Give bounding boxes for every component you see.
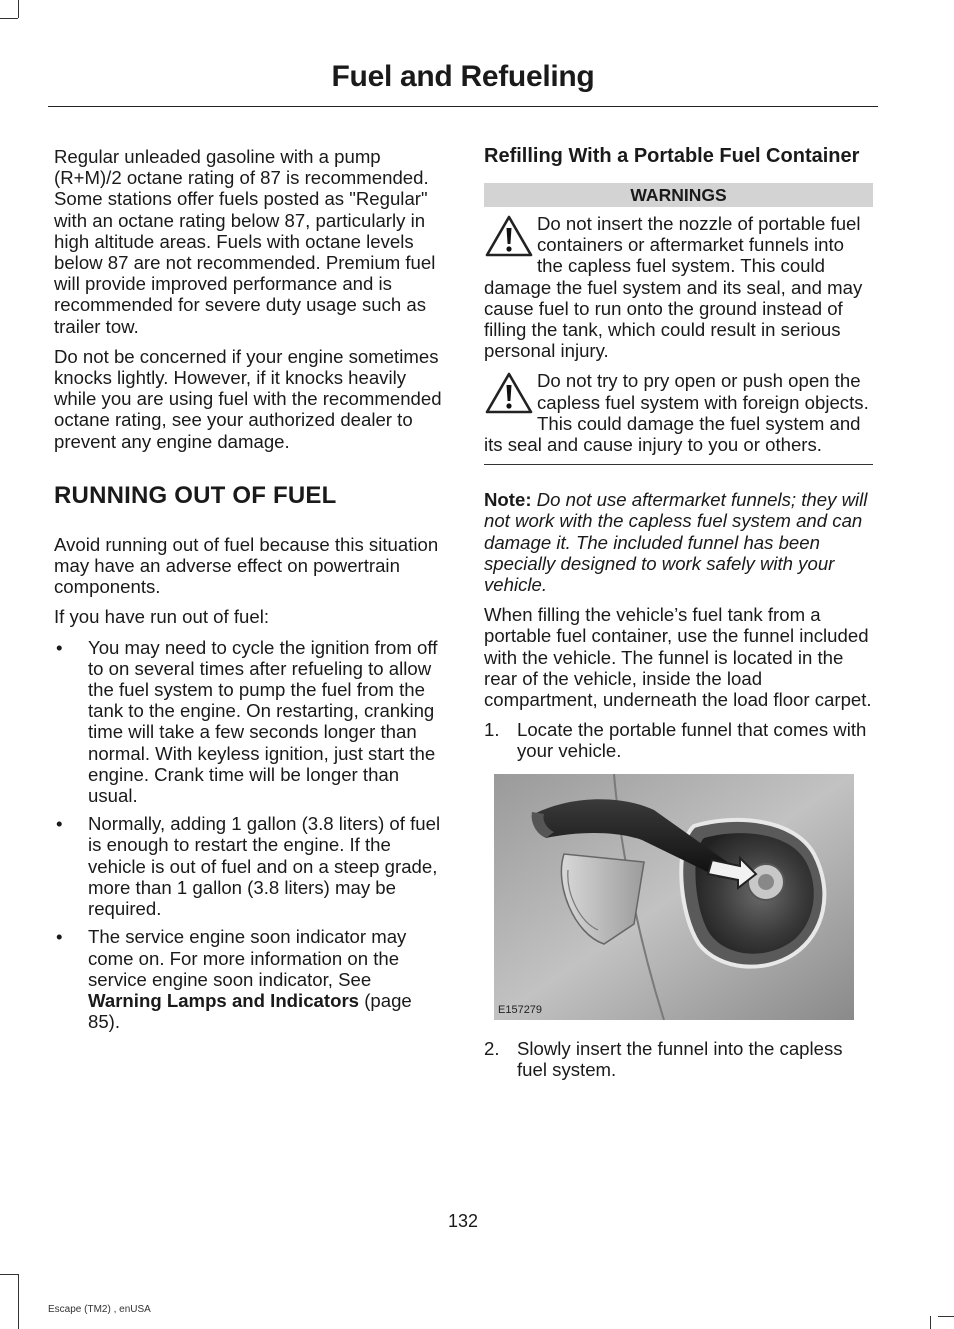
fuel-filler-image <box>494 774 854 1020</box>
page-number: 132 <box>447 1211 479 1231</box>
step-number: 1. <box>484 719 500 741</box>
list-item-text: The service engine soon indicator may come on. For more information on the service engine soon indicator, See <box>88 926 407 990</box>
list-item <box>54 926 444 1032</box>
crop-mark <box>0 1274 18 1275</box>
warnings-divider <box>484 464 873 465</box>
list-item-text: You may need to cycle the ignition from off to on several times after refueling to allow the fuel system to pump the fuel from the tank to the engine. On restarting, cranking time will take a few seconds longer than normal. With keyless ignition, just start the engine. Crank time will be longer than usual. <box>88 636 438 807</box>
warning-triangle-icon <box>484 371 534 415</box>
crop-mark <box>18 1274 19 1329</box>
warning-item <box>484 213 873 361</box>
warning-text: Do not insert the nozzle of portable fuel containers or aftermarket funnels into the capless fuel system. This could damage the fuel system and its seal, and may cause fuel to run onto the ground instead of filling the tank, which could result in serious personal injury. <box>484 213 863 362</box>
title-divider <box>48 106 878 107</box>
figure-code: E157279 <box>498 1003 543 1016</box>
warning-item <box>484 370 873 455</box>
steps-list <box>484 1038 873 1080</box>
list-item-text: Normally, adding 1 gallon (3.8 liters) of fuel is enough to restart the engine. If the vehicle is out of fuel and on a steep grade, more than 1 gallon (3.8 liters) may be required. <box>88 813 441 920</box>
steps-list <box>484 719 873 761</box>
funnel-illustration <box>494 774 854 1020</box>
list-item <box>484 719 873 761</box>
funnel-paragraph: When filling the vehicle’s fuel tank from a portable fuel container, use the funnel included with the vehicle. The funnel is located in the rear of the vehicle, inside the load compartment, underneath the load floor carpet. <box>484 604 872 711</box>
warning-triangle-icon <box>484 214 534 258</box>
section-heading-running-out: RUNNING OUT OF FUEL <box>54 481 337 509</box>
list-item <box>54 813 444 919</box>
run-out-lead: If you have run out of fuel: <box>54 606 269 628</box>
page-title: Fuel and Refueling <box>331 60 595 93</box>
note-paragraph <box>484 489 873 595</box>
run-out-list <box>54 637 444 1033</box>
left-column <box>54 146 444 1039</box>
crop-mark <box>0 18 18 19</box>
page-reference: (page 85). <box>88 989 412 1033</box>
crop-mark <box>930 1316 931 1329</box>
document-id: Escape (TM2) , enUSA <box>48 1304 151 1315</box>
section-heading-portable-container: Refilling With a Portable Fuel Container <box>484 145 860 167</box>
crop-mark <box>938 1316 954 1317</box>
right-column <box>484 146 873 1092</box>
bullet-glyph: • <box>56 813 63 835</box>
step-number: 2. <box>484 1037 500 1059</box>
octane-paragraph: Regular unleaded gasoline with a pump (R+M)/2 octane rating of 87 is recommended. Some stations offer fuels posted as "Regular" with an octane rating below 87, particularly in high altitude areas. Fuels with octane levels below 87 are not recommended. Premium fuel will provide improved performance and is recommended for severe duty usage such as trailer tow. <box>54 146 436 337</box>
step-text: Slowly insert the funnel into the capless fuel system. <box>517 1037 843 1080</box>
bullet-glyph: • <box>56 926 63 948</box>
list-item <box>54 637 444 807</box>
note-text: Do not use aftermarket funnels; they will not work with the capless fuel system and can damage it. The included funnel has been specially designed to work safely with your vehicle. <box>484 489 868 596</box>
crop-mark <box>18 0 19 18</box>
step-text: Locate the portable funnel that comes with your vehicle. <box>517 719 867 762</box>
warnings-banner: WARNINGS <box>484 183 873 207</box>
list-item <box>484 1038 873 1080</box>
knock-paragraph: Do not be concerned if your engine sometimes knocks lightly. However, if it knocks heavily while you are using fuel with the recommended octane rating, see your authorized dealer to prevent any engine damage. <box>54 345 442 452</box>
warning-text: Do not try to pry open or push open the capless fuel system with foreign objects. This could damage the fuel system and its seal and cause injury to you or others. <box>484 370 869 456</box>
cross-reference-link[interactable]: Warning Lamps and Indicators <box>88 989 360 1011</box>
note-label: Note: <box>484 489 532 511</box>
running-out-intro: Avoid running out of fuel because this situation may have an adverse effect on powertrain components. <box>54 533 439 598</box>
bullet-glyph: • <box>56 636 63 658</box>
